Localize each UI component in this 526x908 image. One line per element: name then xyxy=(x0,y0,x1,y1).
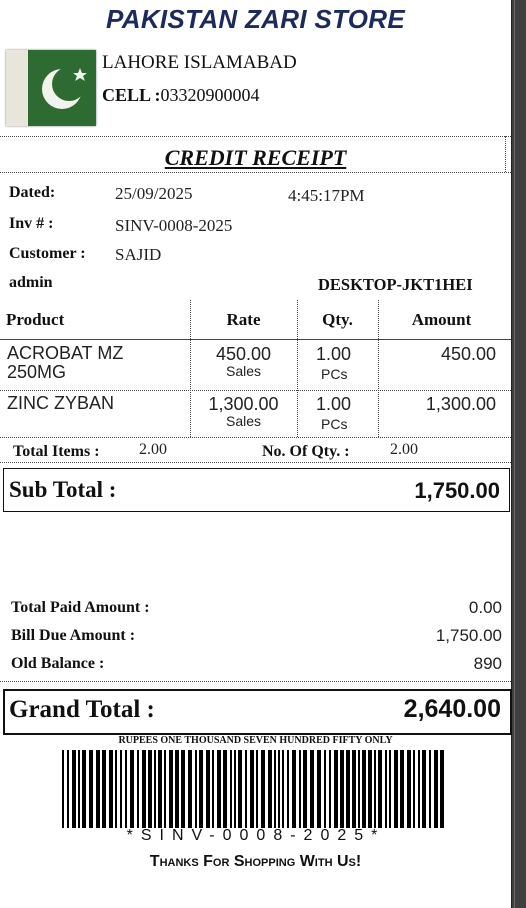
old-balance-label: Old Balance : xyxy=(11,655,105,672)
barcode-bar xyxy=(378,750,382,828)
barcode-bar xyxy=(282,750,284,828)
row2-unit: PCs xyxy=(321,416,348,432)
due-value: 1,750.00 xyxy=(435,626,502,645)
row1-qty: 1.00 xyxy=(316,344,352,364)
barcode-bar xyxy=(434,750,438,828)
barcode-bar xyxy=(329,750,331,828)
barcode-bar xyxy=(358,750,360,828)
dated-label: Dated: xyxy=(9,184,56,201)
row1-unit: PCs xyxy=(321,366,348,382)
barcode-bar xyxy=(429,750,431,828)
row1-product xyxy=(7,344,123,382)
inv-number: SINV-0008-2025 xyxy=(115,216,233,235)
barcode-bar xyxy=(362,750,366,828)
store-name: PAKISTAN ZARI STORE xyxy=(106,4,405,34)
barcode-bar xyxy=(238,750,242,828)
sub-total-value: 1,750.00 xyxy=(414,478,500,503)
barcode-bar xyxy=(418,750,420,828)
row2-qty: 1.00 xyxy=(316,394,352,414)
barcode-bar xyxy=(102,750,106,828)
barcode-bar xyxy=(278,750,280,828)
barcode-bar xyxy=(299,750,301,828)
barcode-bar xyxy=(287,750,289,828)
barcode-bar xyxy=(206,750,210,828)
barcode-bar xyxy=(245,750,247,828)
row1-amount: 450.00 xyxy=(440,344,496,364)
barcode-bar xyxy=(62,750,64,828)
barcode-bar xyxy=(89,750,93,828)
barcode-bar xyxy=(217,750,221,828)
barcode-bar xyxy=(234,750,236,828)
barcode-bar xyxy=(274,750,276,828)
barcode-bar xyxy=(400,750,404,828)
barcode-bar xyxy=(175,750,179,828)
paid-value: 0.00 xyxy=(468,598,502,617)
no-of-qty-label: No. Of Qty. : xyxy=(262,443,350,460)
row1-product-line1: ACROBAT MZ xyxy=(7,343,124,363)
barcode-bar xyxy=(154,750,156,828)
barcode-bar xyxy=(78,750,80,828)
barcode-bar xyxy=(223,750,227,828)
barcode-bar xyxy=(148,750,152,828)
barcode-bar xyxy=(169,750,173,828)
barcode-bar xyxy=(130,750,134,828)
receipt-time: 4:45:17PM xyxy=(288,186,365,205)
barcode-bar xyxy=(389,750,391,828)
barcode-bar xyxy=(188,750,192,828)
barcode-bar xyxy=(72,750,76,828)
barcode-bar xyxy=(137,750,139,828)
barcode-bar xyxy=(164,750,166,828)
user-name: admin xyxy=(9,274,53,291)
row1-product-line2: 250MG xyxy=(7,362,67,382)
due-label: Bill Due Amount : xyxy=(11,627,136,644)
barcode-bar xyxy=(334,750,338,828)
cell-label: CELL : xyxy=(102,85,161,105)
total-items-value: 2.00 xyxy=(139,441,167,458)
barcode-bar xyxy=(230,750,232,828)
barcode-bar xyxy=(394,750,398,828)
barcode-bar xyxy=(374,750,376,828)
barcode-bar xyxy=(407,750,411,828)
barcode-bar xyxy=(303,750,307,828)
barcode-bar xyxy=(413,750,415,828)
store-cell xyxy=(102,85,260,106)
inv-label: Inv # : xyxy=(9,215,54,232)
grand-total-label: Grand Total : xyxy=(9,696,155,723)
machine-name: DESKTOP-JKT1HEI xyxy=(318,275,473,294)
barcode-bar xyxy=(67,750,69,828)
receipt-title: CREDIT RECEIPT xyxy=(164,145,347,170)
barcode-bar xyxy=(120,750,122,828)
cell-number: 03320900004 xyxy=(160,85,260,105)
amount-in-words: RUPEES ONE THOUSAND SEVEN HUNDRED FIFTY ONLY xyxy=(118,735,393,746)
barcode-bar xyxy=(109,750,113,828)
row2-rate-type: Sales xyxy=(225,413,262,429)
old-balance-value: 890 xyxy=(473,654,502,673)
barcode-bar xyxy=(125,750,127,828)
header-qty: Qty. xyxy=(322,310,353,329)
row2-product: ZINC ZYBAN xyxy=(7,393,115,413)
barcode-bar xyxy=(422,750,426,828)
barcode-bar xyxy=(352,750,356,828)
barcode-bar xyxy=(195,750,197,828)
barcode-bar xyxy=(181,750,185,828)
barcode-bar xyxy=(82,750,86,828)
receipt-date: 25/09/2025 xyxy=(115,184,193,203)
barcode-bar xyxy=(256,750,258,828)
header-rate: Rate xyxy=(226,310,261,329)
pakistan-flag-icon xyxy=(6,50,96,126)
barcode-bar xyxy=(340,750,344,828)
store-address: LAHORE ISLAMABAD xyxy=(102,52,297,73)
barcode-bar xyxy=(158,750,162,828)
barcode-bar xyxy=(317,750,321,828)
barcode-bar xyxy=(292,750,296,828)
header-amount: Amount xyxy=(411,310,472,329)
window-edge xyxy=(512,0,526,908)
barcode-bar xyxy=(199,750,203,828)
barcode-bar xyxy=(346,750,350,828)
barcode-bar xyxy=(212,750,214,828)
row2-rate: 1,300.00 xyxy=(208,394,279,414)
customer-label: Customer : xyxy=(9,245,86,262)
sub-total-label: Sub Total : xyxy=(9,477,117,502)
barcode xyxy=(62,750,450,830)
barcode-bar xyxy=(261,750,265,828)
header-product: Product xyxy=(6,310,65,329)
barcode-bar xyxy=(142,750,146,828)
customer-name: SAJID xyxy=(115,245,162,264)
barcode-bar xyxy=(324,750,326,828)
barcode-text: *SINV-0008-2025* xyxy=(126,827,386,844)
total-items-label: Total Items : xyxy=(13,443,100,460)
barcode-bar xyxy=(115,750,117,828)
grand-total-value: 2,640.00 xyxy=(403,695,501,723)
paid-label: Total Paid Amount : xyxy=(11,599,150,616)
row2-amount: 1,300.00 xyxy=(425,394,496,414)
barcode-bar xyxy=(250,750,254,828)
no-of-qty-value: 2.00 xyxy=(390,441,418,458)
barcode-bar xyxy=(310,750,314,828)
barcode-bar xyxy=(96,750,100,828)
barcode-bar xyxy=(440,750,444,828)
row1-rate: 450.00 xyxy=(215,344,272,364)
barcode-bar xyxy=(368,750,372,828)
barcode-bar xyxy=(385,750,387,828)
thanks-message: Thanks For Shopping With Us! xyxy=(149,853,362,870)
row1-rate-type: Sales xyxy=(225,363,262,379)
barcode-bar xyxy=(268,750,272,828)
